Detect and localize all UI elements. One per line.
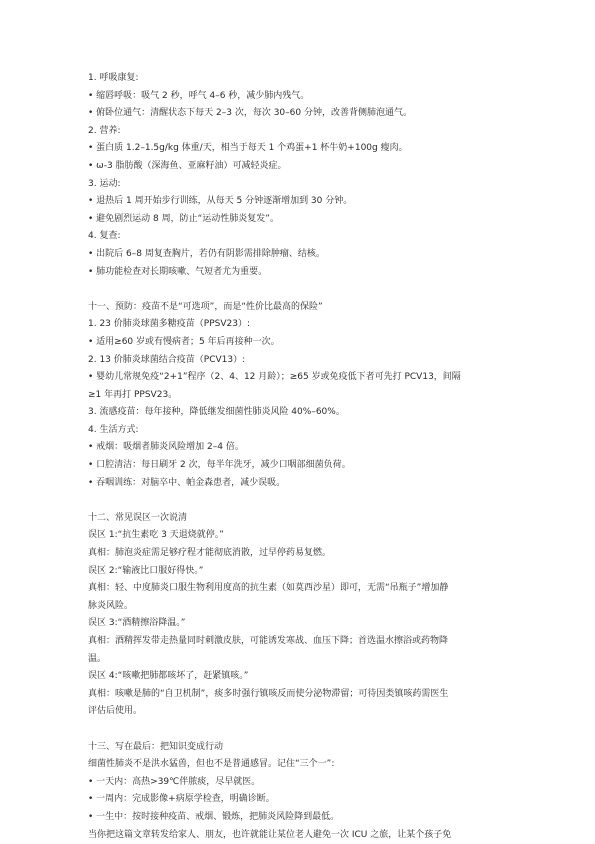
truth-1: 真相：肺泡炎症需足够疗程才能彻底消散，过早停药易复燃。 [88,548,332,559]
myth-1: 误区 1:“抗生素吃 3 天退烧就停。” [88,530,224,541]
closing-section [88,739,518,844]
rehab-bullet-prone: • 俯卧位通气：清醒状态下每天 2–3 次，每次 30–60 分钟，改善背侧肺泡通气。 [88,108,412,119]
prevention-heading-flu: 3. 流感疫苗：每年接种，降低继发细菌性肺炎风险 40%–60%。 [88,407,345,418]
prevention-section [88,299,518,493]
prevention-bullet-smoking: • 戒烟：吸烟者肺炎风险增加 2–4 倍。 [88,442,244,453]
rehab-bullet-omega3: • ω-3 脂肪酸（深海鱼、亚麻籽油）可减轻炎症。 [88,160,287,171]
prevention-bullet-pcv13-line2: ≥1 年再打 PPSV23。 [88,389,178,400]
prevention-title: 十一、预防：疫苗不是“可选项”，而是“性价比最高的保险” [88,301,323,312]
prevention-bullet-swallow: • 吞咽训练：对脑卒中、帕金森患者，减少误吸。 [88,477,286,488]
truth-2-line2: 脉炎风险。 [88,600,134,611]
truth-3-line2: 温。 [88,653,107,664]
prevention-heading-lifestyle: 4. 生活方式: [88,424,139,435]
closing-intro: 细菌性肺炎不是洪水猛兽，但也不是普通感冒。记住“三个一”: [88,759,335,770]
myths-title: 十二、常见误区一次说清 [88,512,188,523]
prevention-bullet-oral: • 口腔清洁：每日刷牙 2 次，每半年洗牙，减少口咽部细菌负荷。 [88,460,351,471]
truth-4-line1: 真相：咳嗽是肺的“自卫机制”，痰多时强行镇咳反而使分泌物滞留；可待因类镇咳药需医生 [88,688,449,699]
section-spacer [88,492,518,510]
prevention-heading-ppsv23: 1. 23 价肺炎球菌多糖疫苗（PPSV23）: [88,319,250,330]
closing-title: 十三、写在最后：把知识变成行动 [88,741,224,752]
truth-3-line1: 真相：酒精挥发带走热量同时刺激皮肤，可能诱发寒战、血压下降；首选温水擦浴或药物降 [88,636,449,646]
myth-2: 误区 2:“输液比口服好得快。” [88,565,204,576]
rehab-heading-breathing: 1. 呼吸康复: [88,73,139,83]
myths-section [88,510,518,721]
closing-bullet-week: • 一周内：完成影像+病原学检查，明确诊断。 [88,794,275,805]
rehab-bullet-walking: • 退热后 1 周开始步行训练，从每天 5 分钟逐渐增加到 30 分钟。 [88,196,353,207]
rehab-section [88,70,518,281]
closing-last-line: 当你把这篇文章转发给家人、朋友，也许就能让某位老人避免一次 ICU 之旅，让某个孩子免 [88,829,452,840]
rehab-bullet-avoid: • 避免剧烈运动 8 周，防止“运动性肺炎复发”。 [88,213,279,224]
myth-3: 误区 3:“酒精擦浴降温。” [88,618,186,629]
section-spacer [88,721,518,739]
section-spacer [88,281,518,299]
rehab-heading-exercise: 3. 运动: [88,178,121,189]
rehab-bullet-lung-function: • 肺功能检查对长期咳嗽、气短者尤为重要。 [88,266,268,277]
closing-bullet-life: • 一生中：按时接种疫苗、戒烟、锻炼，把肺炎风险降到最低。 [88,811,340,822]
prevention-bullet-pcv13-line1: • 婴幼儿常规免疫“2+1”程序（2、4、12 月龄）；≥65 岁或免疫低下者可先打 PCV13，间隔 [88,372,461,383]
document-page [88,70,518,844]
prevention-bullet-ppsv23: • 适用≥60 岁或有慢病者；5 年后再接种一次。 [88,336,280,347]
rehab-heading-nutrition: 2. 营养: [88,125,121,136]
rehab-bullet-pursed-lip: • 缩唇呼吸：吸气 2 秒，呼气 4–6 秒，减少肺内残气。 [88,90,310,101]
myth-4: 误区 4:“咳嗽把肺都咳坏了，赶紧镇咳。” [88,671,249,682]
rehab-heading-followup: 4. 复查: [88,231,121,242]
rehab-bullet-protein: • 蛋白质 1.2–1.5g/kg 体重/天，相当于每天 1 个鸡蛋+1 杯牛奶+100g 瘦肉。 [88,143,408,154]
prevention-heading-pcv13: 2. 13 价肺炎球菌结合疫苗（PCV13）: [88,354,246,365]
truth-2-line1: 真相：轻、中度肺炎口服生物利用度高的抗生素（如莫西沙星）即可，无需“吊瓶子”增加静 [88,583,449,594]
truth-4-line2: 评估后使用。 [88,706,143,717]
rehab-bullet-xray: • 出院后 6–8 周复查胸片，若仍有阴影需排除肿瘤、结核。 [88,248,325,259]
closing-bullet-day: • 一天内：高热>39℃伴脓痰，尽早就医。 [88,776,261,787]
